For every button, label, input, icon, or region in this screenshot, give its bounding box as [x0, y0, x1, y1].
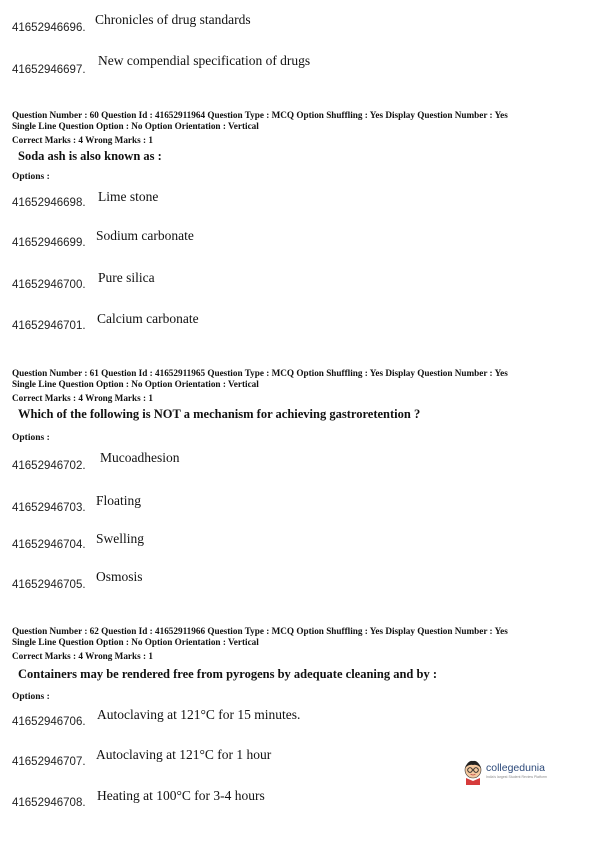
- option-id: 41652946700.: [12, 279, 86, 291]
- option-id: 41652946703.: [12, 502, 86, 514]
- question-meta: Question Number : 61 Question Id : 41652911965 Question Type : MCQ Option Shuffling : Yes Display Question Number : Yes: [12, 368, 508, 378]
- option-id: 41652946699.: [12, 237, 86, 249]
- option-id: 41652946707.: [12, 756, 86, 768]
- options-label: Options :: [12, 692, 50, 702]
- option-text: New compendial specification of drugs: [98, 53, 311, 68]
- option-text: Swelling: [96, 531, 145, 546]
- option-id: 41652946697.: [12, 64, 86, 76]
- option-id: 41652946696.: [12, 22, 86, 34]
- question-marks: Correct Marks : 4 Wrong Marks : 1: [12, 393, 153, 403]
- question-meta: Single Line Question Option : No Option Orientation : Vertical: [12, 121, 259, 131]
- question-meta: Question Number : 62 Question Id : 41652911966 Question Type : MCQ Option Shuffling : Yes Display Question Number : Yes: [12, 626, 508, 636]
- option-id: 41652946704.: [12, 539, 86, 551]
- option-text: Heating at 100°C for 3-4 hours: [97, 788, 265, 803]
- brand-tagline: India's largest Student Review Platform: [486, 775, 547, 779]
- option-text: Lime stone: [98, 189, 159, 204]
- option-id: 41652946702.: [12, 460, 86, 472]
- question-meta: Question Number : 60 Question Id : 41652911964 Question Type : MCQ Option Shuffling : Yes Display Question Number : Yes: [12, 110, 508, 120]
- option-id: 41652946698.: [12, 197, 86, 209]
- option-text: Pure silica: [98, 270, 155, 285]
- brand-name: collegedunia: [486, 762, 545, 774]
- option-id: 41652946705.: [12, 579, 86, 591]
- question-text: Which of the following is NOT a mechanism for achieving gastroretention ?: [18, 407, 421, 421]
- question-meta: Single Line Question Option : No Option Orientation : Vertical: [12, 379, 259, 389]
- question-marks: Correct Marks : 4 Wrong Marks : 1: [12, 135, 153, 145]
- option-id: 41652946708.: [12, 797, 86, 809]
- student-mascot-icon: [462, 758, 484, 786]
- option-text: Autoclaving at 121°C for 1 hour: [96, 747, 272, 762]
- option-text: Osmosis: [96, 569, 143, 584]
- option-text: Floating: [96, 493, 142, 508]
- question-text: Containers may be rendered free from pyrogens by adequate cleaning and by :: [18, 667, 437, 681]
- options-label: Options :: [12, 172, 50, 182]
- collegedunia-watermark: [462, 758, 572, 788]
- question-text: Soda ash is also known as :: [18, 149, 162, 163]
- option-text: Chronicles of drug standards: [95, 12, 251, 27]
- question-marks: Correct Marks : 4 Wrong Marks : 1: [12, 651, 153, 661]
- options-label: Options :: [12, 433, 50, 443]
- option-text: Sodium carbonate: [96, 228, 194, 243]
- option-text: Autoclaving at 121°C for 15 minutes.: [97, 707, 301, 722]
- option-text: Mucoadhesion: [100, 450, 180, 465]
- option-text: Calcium carbonate: [97, 311, 199, 326]
- option-id: 41652946706.: [12, 716, 86, 728]
- option-id: 41652946701.: [12, 320, 86, 332]
- question-meta: Single Line Question Option : No Option Orientation : Vertical: [12, 637, 259, 647]
